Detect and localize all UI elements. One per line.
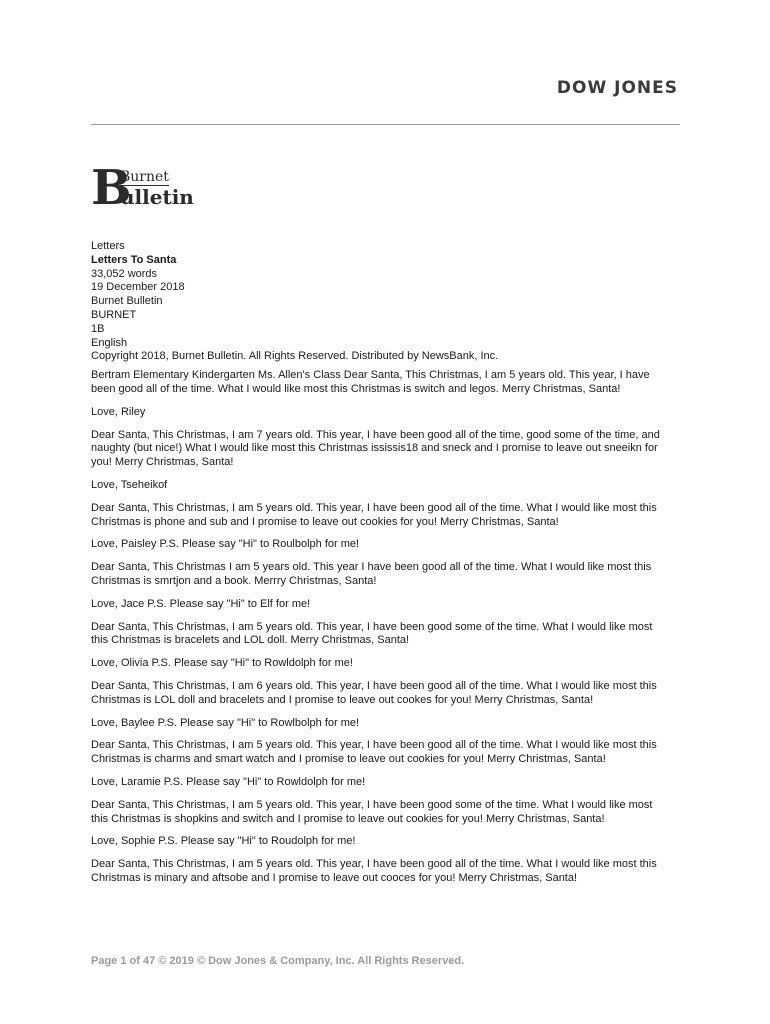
- logo-bottom-text: ulletin: [120, 185, 194, 209]
- body-paragraph: Dear Santa, This Christmas, I am 5 years old. This year, I have been good some of the time. What I would like most this Christmas is shopkins and switch and I promise to leave out cookies for you! Merry Christmas, Santa!: [91, 798, 653, 825]
- language: English: [91, 336, 128, 349]
- article-body: [91, 369, 671, 886]
- body-paragraph: Dear Santa, This Christmas, I am 5 years old. This year, I have been good all of the time. What I would like most this Christmas is phone and sub and I promise to leave out cookies for you! Merry Christmas, Santa!: [91, 501, 657, 528]
- location: BURNET: [91, 308, 137, 321]
- copyright-notice: Copyright 2018, Burnet Bulletin. All Rights Reserved. Distributed by NewsBank, Inc.: [91, 350, 499, 363]
- body-paragraph: Love, Jace P.S. Please say "Hi" to Elf for me!: [91, 597, 311, 610]
- page-footer: Page 1 of 47 © 2019 © Dow Jones & Company, Inc. All Rights Reserved.: [91, 955, 465, 967]
- burnet-bulletin-logo: [91, 160, 211, 216]
- body-paragraph: Dear Santa, This Christmas, I am 5 years old. This year, I have been good some of the time. What I would like most this Christmas is bracelets and LOL doll. Merry Christmas, Santa!: [91, 620, 653, 647]
- publication-name: Burnet Bulletin: [91, 295, 163, 308]
- body-paragraph: Love, Sophie P.S. Please say "Hi" to Roudolph for me!: [91, 835, 356, 848]
- page-number: 1B: [91, 322, 105, 335]
- dow-jones-logo: DOW JONES: [556, 78, 678, 98]
- body-paragraph: Love, Baylee P.S. Please say "Hi" to Rowlbolph for me!: [91, 716, 360, 729]
- body-paragraph: Love, Riley: [91, 405, 146, 418]
- article: [91, 240, 671, 886]
- body-paragraph: Dear Santa, This Christmas I am 5 years old. This year I have been good all of the time. What I would like most this Christmas is smrtjon and a book. Merrry Christmas, Santa!: [91, 561, 652, 587]
- word-count: 33,052 words: [91, 267, 158, 280]
- body-paragraph: Love, Laramie P.S. Please say "Hi" to Rowldolph for me!: [91, 775, 366, 788]
- section-label: Letters: [91, 240, 125, 252]
- article-metadata: [91, 240, 671, 364]
- body-paragraph: Dear Santa, This Christmas, I am 5 years old. This year, I have been good all of the time. What I would like most this Christmas is charms and smart watch and I promise to leave out cookies for you! Merry Christmas, Santa!: [91, 739, 657, 766]
- publish-date: 19 December 2018: [91, 281, 185, 294]
- body-paragraph: Dear Santa, This Christmas, I am 5 years old. This year, I have been good all of the time. What I would like most this Christmas is minary and aftsobe and I promise to leave out cooces for you! Merry Christmas, Santa!: [91, 858, 657, 884]
- body-paragraph: Love, Tseheikof: [91, 478, 168, 491]
- body-paragraph: Dear Santa, This Christmas, I am 7 years old. This year, I have been good all of the time, good some of the time, and naughty (but nice!) What I would like most this Christmas ississis18 and sneck and I promise to leave out sneeikn for you! Merry Christmas, Santa!: [91, 428, 660, 469]
- logo-top-text: Burnet: [120, 169, 169, 185]
- header-divider: [91, 124, 680, 125]
- article-headline: Letters To Santa: [91, 253, 177, 266]
- body-paragraph: Dear Santa, This Christmas, I am 6 years old. This year, I have been good all of the time. What I would like most this Christmas is LOL doll and bracelets and I promise to leave out cookes for you! Merry Christmas, Santa!: [91, 679, 657, 706]
- body-paragraph: Love, Olivia P.S. Please say "Hi" to Rowldolph for me!: [91, 657, 353, 670]
- body-paragraph: Bertram Elementary Kindergarten Ms. Allen's Class Dear Santa, This Christmas, I am 5 years old. This year, I have been good all of the time. What I would like most this Christmas is switch and legos. Merry Christmas, Santa!: [91, 369, 650, 395]
- body-paragraph: Love, Paisley P.S. Please say "Hi" to Roulbolph for me!: [91, 538, 360, 551]
- logo-initial: B: [91, 160, 132, 216]
